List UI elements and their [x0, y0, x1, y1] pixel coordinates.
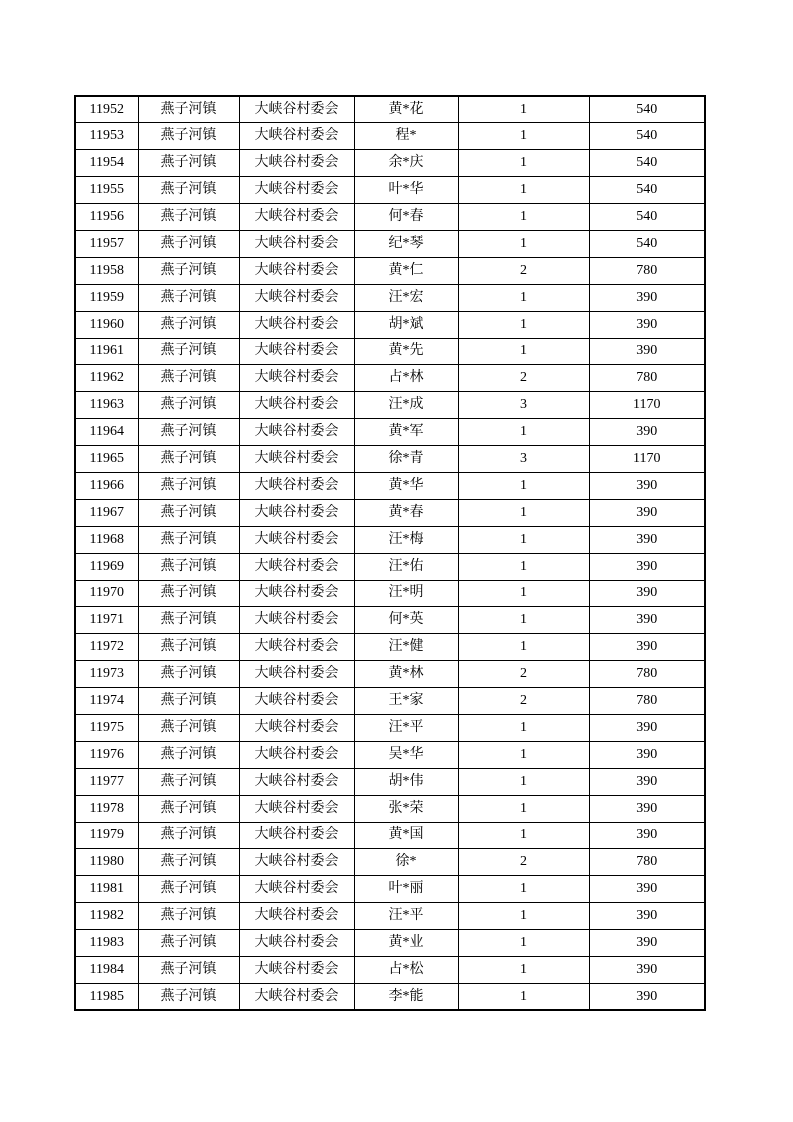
table-row [75, 123, 705, 150]
cell-amount: 390 [589, 472, 705, 499]
table-row [75, 365, 705, 392]
cell-town: 燕子河镇 [138, 688, 239, 715]
cell-count: 2 [458, 849, 589, 876]
cell-count: 1 [458, 741, 589, 768]
cell-count: 1 [458, 876, 589, 903]
cell-person_name: 叶*华 [354, 177, 458, 204]
table-row [75, 822, 705, 849]
cell-count: 1 [458, 930, 589, 957]
cell-record_id: 11967 [75, 499, 138, 526]
cell-count: 1 [458, 419, 589, 446]
cell-town: 燕子河镇 [138, 661, 239, 688]
cell-amount: 540 [589, 177, 705, 204]
cell-count: 1 [458, 768, 589, 795]
cell-town: 燕子河镇 [138, 903, 239, 930]
cell-count: 1 [458, 338, 589, 365]
table-row [75, 661, 705, 688]
table-row [75, 257, 705, 284]
cell-village_committee: 大峡谷村委会 [239, 472, 354, 499]
cell-count: 1 [458, 123, 589, 150]
cell-person_name: 胡*斌 [354, 311, 458, 338]
cell-amount: 390 [589, 311, 705, 338]
cell-town: 燕子河镇 [138, 338, 239, 365]
cell-amount: 780 [589, 365, 705, 392]
cell-person_name: 黄*花 [354, 96, 458, 123]
cell-person_name: 何*英 [354, 607, 458, 634]
cell-amount: 540 [589, 123, 705, 150]
cell-count: 1 [458, 230, 589, 257]
cell-amount: 390 [589, 795, 705, 822]
cell-village_committee: 大峡谷村委会 [239, 983, 354, 1010]
cell-count: 1 [458, 795, 589, 822]
cell-count: 1 [458, 607, 589, 634]
cell-village_committee: 大峡谷村委会 [239, 634, 354, 661]
beneficiary-table [74, 95, 706, 1011]
cell-person_name: 黄*林 [354, 661, 458, 688]
cell-count: 1 [458, 634, 589, 661]
table-row [75, 284, 705, 311]
cell-person_name: 张*荣 [354, 795, 458, 822]
cell-person_name: 汪*宏 [354, 284, 458, 311]
cell-amount: 390 [589, 983, 705, 1010]
cell-village_committee: 大峡谷村委会 [239, 499, 354, 526]
cell-record_id: 11978 [75, 795, 138, 822]
table-row [75, 876, 705, 903]
cell-village_committee: 大峡谷村委会 [239, 177, 354, 204]
cell-amount: 390 [589, 741, 705, 768]
cell-town: 燕子河镇 [138, 849, 239, 876]
cell-record_id: 11983 [75, 930, 138, 957]
cell-person_name: 黄*华 [354, 472, 458, 499]
cell-count: 1 [458, 983, 589, 1010]
cell-person_name: 叶*丽 [354, 876, 458, 903]
cell-person_name: 徐*青 [354, 446, 458, 473]
table-row [75, 607, 705, 634]
table-row [75, 499, 705, 526]
cell-village_committee: 大峡谷村委会 [239, 419, 354, 446]
cell-person_name: 李*能 [354, 983, 458, 1010]
cell-count: 1 [458, 714, 589, 741]
table-row [75, 311, 705, 338]
cell-village_committee: 大峡谷村委会 [239, 96, 354, 123]
cell-amount: 390 [589, 499, 705, 526]
cell-person_name: 何*春 [354, 204, 458, 231]
cell-town: 燕子河镇 [138, 876, 239, 903]
table-row [75, 338, 705, 365]
cell-record_id: 11976 [75, 741, 138, 768]
cell-record_id: 11970 [75, 580, 138, 607]
cell-count: 1 [458, 553, 589, 580]
table-row [75, 903, 705, 930]
cell-town: 燕子河镇 [138, 741, 239, 768]
cell-amount: 1170 [589, 446, 705, 473]
cell-record_id: 11975 [75, 714, 138, 741]
cell-town: 燕子河镇 [138, 526, 239, 553]
cell-amount: 390 [589, 903, 705, 930]
table-row [75, 768, 705, 795]
cell-count: 1 [458, 311, 589, 338]
cell-village_committee: 大峡谷村委会 [239, 446, 354, 473]
table-body [75, 96, 705, 1010]
cell-village_committee: 大峡谷村委会 [239, 795, 354, 822]
cell-person_name: 汪*梅 [354, 526, 458, 553]
cell-person_name: 吴*华 [354, 741, 458, 768]
cell-record_id: 11963 [75, 392, 138, 419]
cell-record_id: 11962 [75, 365, 138, 392]
cell-person_name: 黄*春 [354, 499, 458, 526]
cell-record_id: 11961 [75, 338, 138, 365]
cell-person_name: 汪*平 [354, 903, 458, 930]
cell-person_name: 胡*伟 [354, 768, 458, 795]
cell-town: 燕子河镇 [138, 795, 239, 822]
table-row [75, 419, 705, 446]
cell-count: 1 [458, 903, 589, 930]
cell-count: 1 [458, 150, 589, 177]
cell-amount: 780 [589, 849, 705, 876]
cell-town: 燕子河镇 [138, 230, 239, 257]
cell-record_id: 11971 [75, 607, 138, 634]
cell-village_committee: 大峡谷村委会 [239, 204, 354, 231]
cell-amount: 390 [589, 822, 705, 849]
cell-count: 1 [458, 177, 589, 204]
cell-amount: 1170 [589, 392, 705, 419]
table-row [75, 446, 705, 473]
cell-town: 燕子河镇 [138, 257, 239, 284]
cell-person_name: 黄*仁 [354, 257, 458, 284]
cell-village_committee: 大峡谷村委会 [239, 688, 354, 715]
cell-person_name: 汪*佑 [354, 553, 458, 580]
cell-count: 1 [458, 957, 589, 984]
cell-town: 燕子河镇 [138, 768, 239, 795]
cell-amount: 390 [589, 580, 705, 607]
cell-person_name: 汪*明 [354, 580, 458, 607]
cell-village_committee: 大峡谷村委会 [239, 257, 354, 284]
table-row [75, 957, 705, 984]
table-row [75, 849, 705, 876]
cell-town: 燕子河镇 [138, 580, 239, 607]
table-row [75, 472, 705, 499]
table-row [75, 96, 705, 123]
cell-record_id: 11973 [75, 661, 138, 688]
cell-village_committee: 大峡谷村委会 [239, 553, 354, 580]
cell-person_name: 王*家 [354, 688, 458, 715]
cell-person_name: 汪*健 [354, 634, 458, 661]
cell-count: 1 [458, 96, 589, 123]
cell-village_committee: 大峡谷村委会 [239, 876, 354, 903]
cell-record_id: 11982 [75, 903, 138, 930]
table-row [75, 634, 705, 661]
table-row [75, 150, 705, 177]
cell-record_id: 11960 [75, 311, 138, 338]
cell-count: 2 [458, 661, 589, 688]
cell-count: 1 [458, 822, 589, 849]
cell-amount: 780 [589, 661, 705, 688]
cell-village_committee: 大峡谷村委会 [239, 365, 354, 392]
cell-village_committee: 大峡谷村委会 [239, 661, 354, 688]
table-row [75, 230, 705, 257]
cell-town: 燕子河镇 [138, 607, 239, 634]
cell-record_id: 11969 [75, 553, 138, 580]
cell-person_name: 程* [354, 123, 458, 150]
table-row [75, 741, 705, 768]
cell-person_name: 汪*平 [354, 714, 458, 741]
cell-town: 燕子河镇 [138, 123, 239, 150]
cell-town: 燕子河镇 [138, 957, 239, 984]
cell-village_committee: 大峡谷村委会 [239, 338, 354, 365]
cell-record_id: 11979 [75, 822, 138, 849]
cell-record_id: 11952 [75, 96, 138, 123]
cell-count: 1 [458, 284, 589, 311]
cell-person_name: 黄*业 [354, 930, 458, 957]
cell-count: 1 [458, 499, 589, 526]
cell-village_committee: 大峡谷村委会 [239, 311, 354, 338]
cell-town: 燕子河镇 [138, 930, 239, 957]
table-row [75, 714, 705, 741]
cell-count: 1 [458, 204, 589, 231]
cell-count: 2 [458, 365, 589, 392]
cell-town: 燕子河镇 [138, 419, 239, 446]
cell-town: 燕子河镇 [138, 177, 239, 204]
cell-record_id: 11968 [75, 526, 138, 553]
cell-village_committee: 大峡谷村委会 [239, 849, 354, 876]
table-row [75, 204, 705, 231]
cell-town: 燕子河镇 [138, 150, 239, 177]
cell-village_committee: 大峡谷村委会 [239, 714, 354, 741]
cell-person_name: 占*林 [354, 365, 458, 392]
cell-town: 燕子河镇 [138, 499, 239, 526]
cell-record_id: 11956 [75, 204, 138, 231]
cell-amount: 390 [589, 553, 705, 580]
cell-person_name: 汪*成 [354, 392, 458, 419]
cell-village_committee: 大峡谷村委会 [239, 526, 354, 553]
cell-person_name: 占*松 [354, 957, 458, 984]
cell-amount: 390 [589, 930, 705, 957]
cell-village_committee: 大峡谷村委会 [239, 230, 354, 257]
table-row [75, 392, 705, 419]
cell-record_id: 11957 [75, 230, 138, 257]
cell-person_name: 徐* [354, 849, 458, 876]
cell-village_committee: 大峡谷村委会 [239, 607, 354, 634]
cell-village_committee: 大峡谷村委会 [239, 741, 354, 768]
cell-amount: 540 [589, 204, 705, 231]
cell-record_id: 11985 [75, 983, 138, 1010]
cell-village_committee: 大峡谷村委会 [239, 284, 354, 311]
cell-amount: 780 [589, 257, 705, 284]
cell-record_id: 11980 [75, 849, 138, 876]
cell-town: 燕子河镇 [138, 822, 239, 849]
table-row [75, 177, 705, 204]
cell-record_id: 11965 [75, 446, 138, 473]
cell-record_id: 11966 [75, 472, 138, 499]
cell-record_id: 11953 [75, 123, 138, 150]
table-row [75, 930, 705, 957]
cell-person_name: 余*庆 [354, 150, 458, 177]
cell-person_name: 纪*琴 [354, 230, 458, 257]
cell-village_committee: 大峡谷村委会 [239, 123, 354, 150]
cell-count: 1 [458, 580, 589, 607]
cell-amount: 390 [589, 607, 705, 634]
cell-count: 2 [458, 688, 589, 715]
cell-count: 1 [458, 526, 589, 553]
cell-amount: 390 [589, 284, 705, 311]
cell-amount: 390 [589, 714, 705, 741]
cell-record_id: 11974 [75, 688, 138, 715]
cell-record_id: 11972 [75, 634, 138, 661]
cell-amount: 390 [589, 957, 705, 984]
cell-town: 燕子河镇 [138, 983, 239, 1010]
cell-amount: 390 [589, 419, 705, 446]
cell-amount: 540 [589, 96, 705, 123]
cell-record_id: 11964 [75, 419, 138, 446]
cell-village_committee: 大峡谷村委会 [239, 930, 354, 957]
cell-record_id: 11984 [75, 957, 138, 984]
cell-count: 1 [458, 472, 589, 499]
cell-person_name: 黄*军 [354, 419, 458, 446]
cell-town: 燕子河镇 [138, 284, 239, 311]
table-row [75, 688, 705, 715]
cell-record_id: 11958 [75, 257, 138, 284]
cell-town: 燕子河镇 [138, 96, 239, 123]
cell-town: 燕子河镇 [138, 634, 239, 661]
cell-village_committee: 大峡谷村委会 [239, 580, 354, 607]
cell-town: 燕子河镇 [138, 365, 239, 392]
cell-amount: 390 [589, 634, 705, 661]
cell-amount: 780 [589, 688, 705, 715]
cell-record_id: 11981 [75, 876, 138, 903]
cell-amount: 390 [589, 526, 705, 553]
cell-record_id: 11959 [75, 284, 138, 311]
cell-village_committee: 大峡谷村委会 [239, 392, 354, 419]
cell-amount: 540 [589, 230, 705, 257]
cell-record_id: 11954 [75, 150, 138, 177]
cell-record_id: 11955 [75, 177, 138, 204]
cell-count: 3 [458, 392, 589, 419]
cell-village_committee: 大峡谷村委会 [239, 957, 354, 984]
cell-count: 2 [458, 257, 589, 284]
cell-amount: 390 [589, 338, 705, 365]
cell-town: 燕子河镇 [138, 204, 239, 231]
cell-town: 燕子河镇 [138, 714, 239, 741]
cell-town: 燕子河镇 [138, 311, 239, 338]
table-row [75, 553, 705, 580]
table-row [75, 526, 705, 553]
cell-person_name: 黄*先 [354, 338, 458, 365]
cell-village_committee: 大峡谷村委会 [239, 903, 354, 930]
cell-count: 3 [458, 446, 589, 473]
cell-amount: 540 [589, 150, 705, 177]
table-row [75, 580, 705, 607]
cell-town: 燕子河镇 [138, 472, 239, 499]
cell-amount: 390 [589, 768, 705, 795]
table-row [75, 983, 705, 1010]
cell-village_committee: 大峡谷村委会 [239, 150, 354, 177]
cell-town: 燕子河镇 [138, 392, 239, 419]
cell-amount: 390 [589, 876, 705, 903]
table-row [75, 795, 705, 822]
cell-village_committee: 大峡谷村委会 [239, 822, 354, 849]
cell-person_name: 黄*国 [354, 822, 458, 849]
cell-town: 燕子河镇 [138, 553, 239, 580]
cell-village_committee: 大峡谷村委会 [239, 768, 354, 795]
cell-record_id: 11977 [75, 768, 138, 795]
cell-town: 燕子河镇 [138, 446, 239, 473]
